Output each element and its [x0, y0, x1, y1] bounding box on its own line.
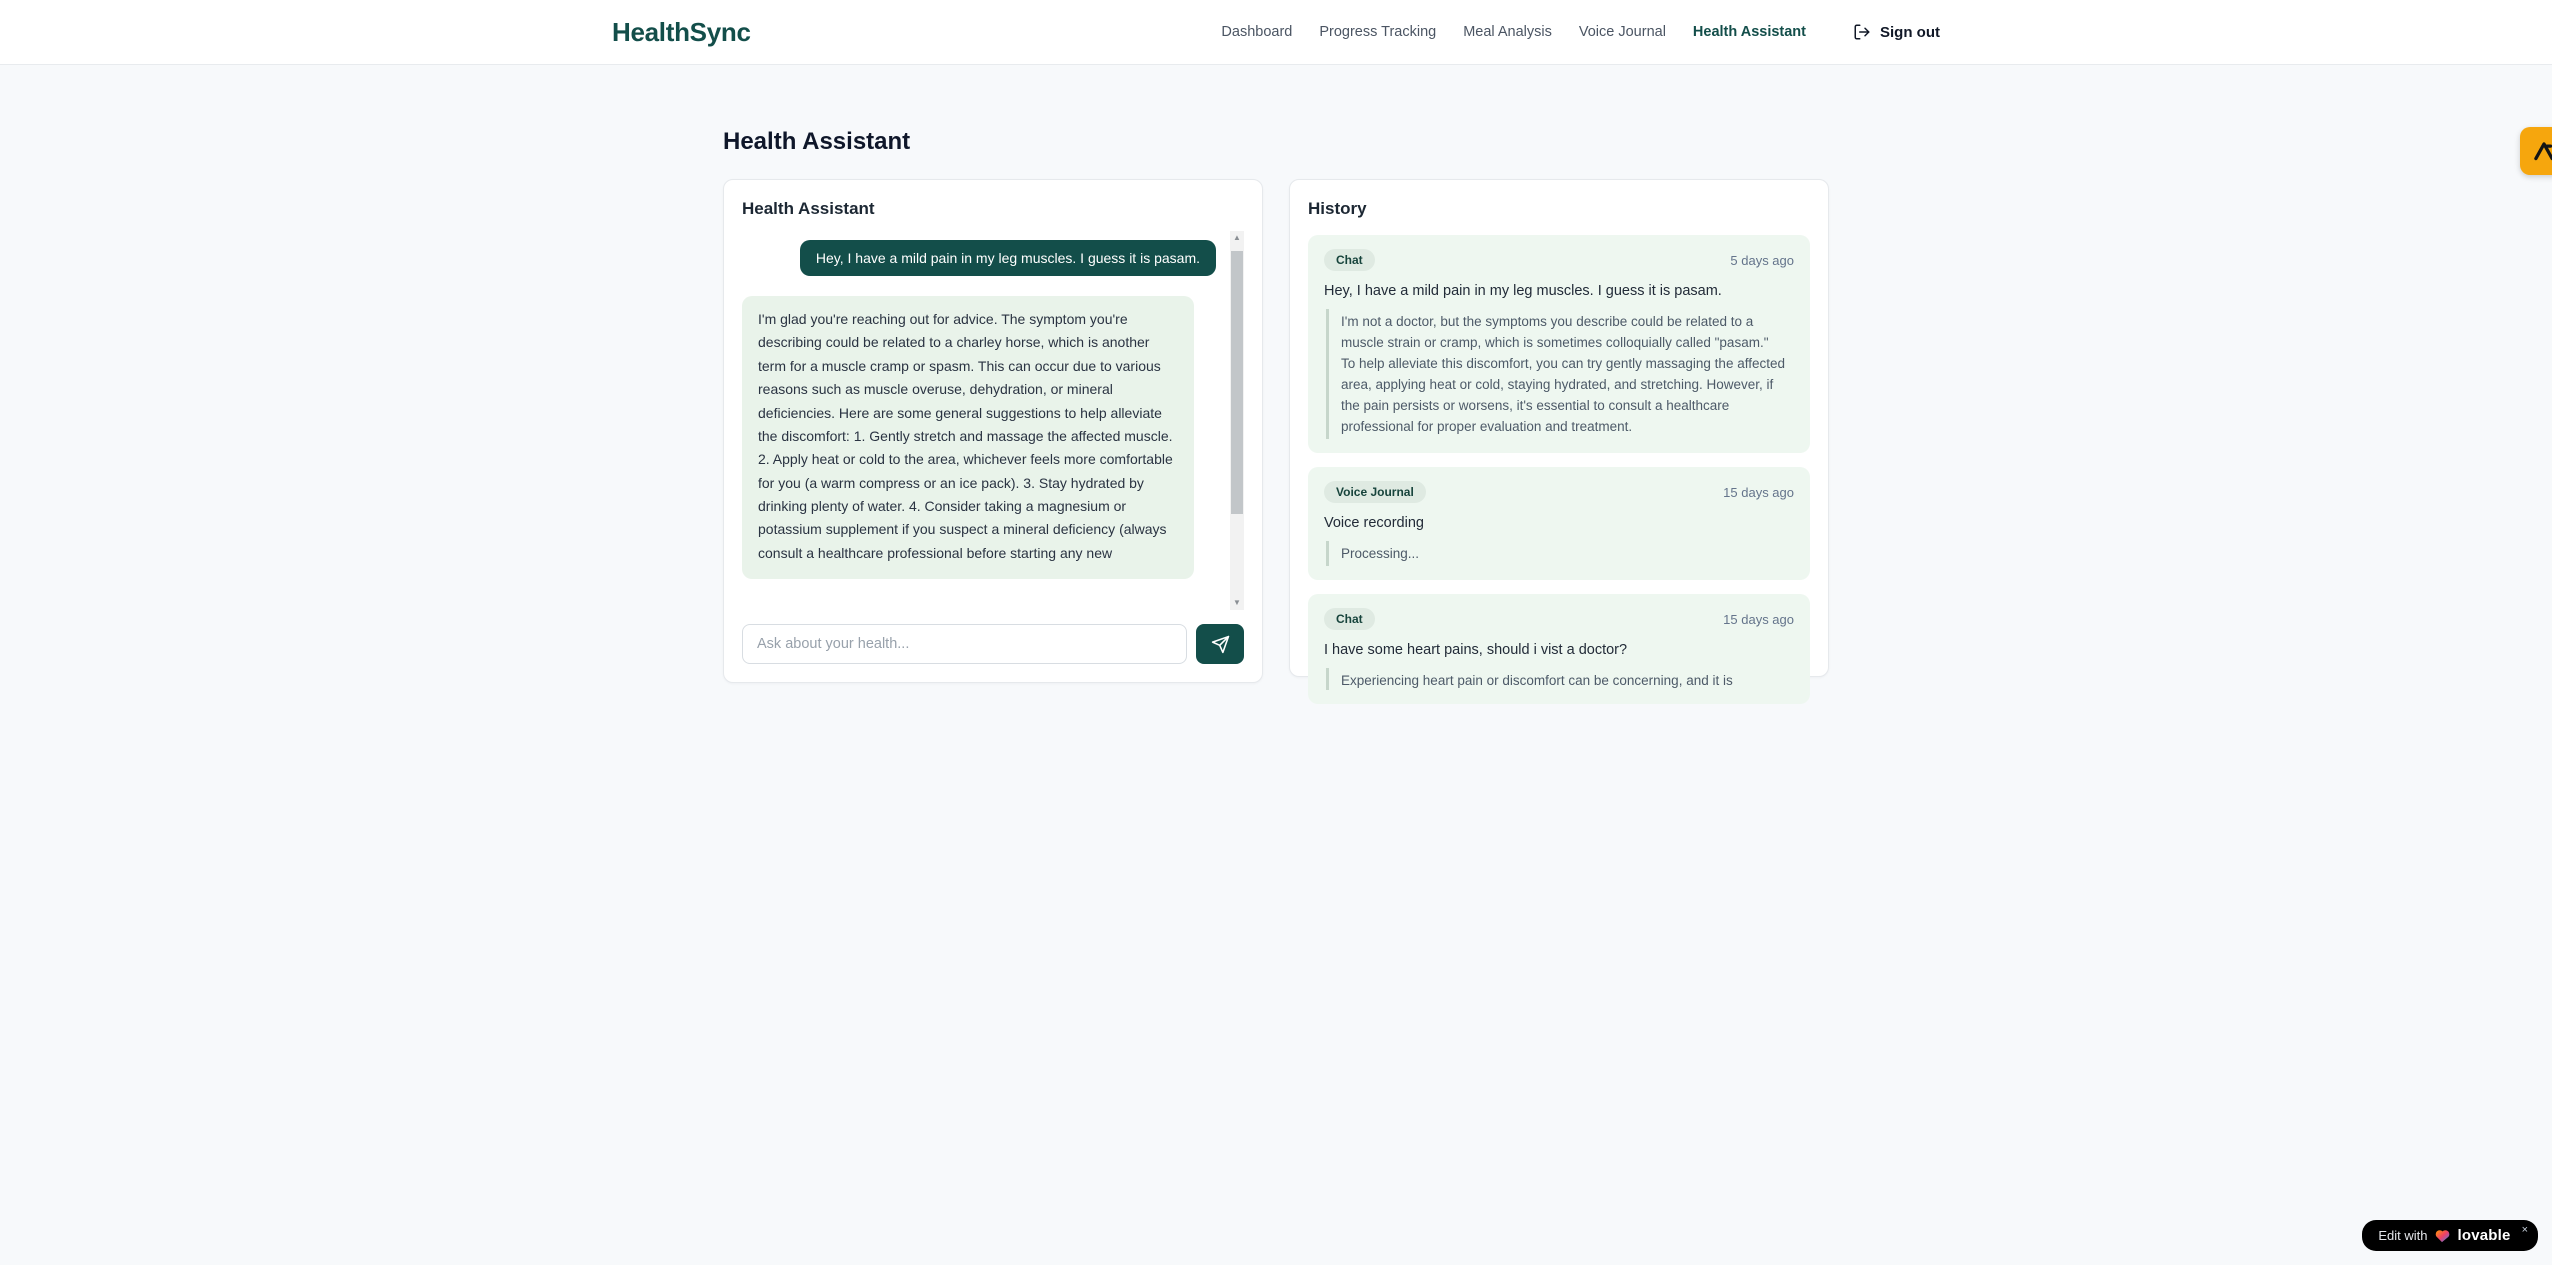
main-content — [723, 65, 1829, 688]
nav-item-health-assistant[interactable]: Health Assistant — [1692, 24, 1806, 40]
entry-type-badge: Voice Journal — [1324, 481, 1426, 503]
nav-item-meal-analysis[interactable]: Meal Analysis — [1463, 24, 1552, 40]
sign-out-button[interactable] — [1853, 23, 1940, 41]
chat-scrollbar-thumb[interactable] — [1231, 251, 1243, 514]
navbar-inner — [600, 0, 1952, 64]
brand-logo: HealthSync — [612, 16, 751, 47]
history-entry-header — [1324, 608, 1794, 630]
chat-input-row — [742, 624, 1244, 664]
edit-with-lovable-badge[interactable] — [2362, 1220, 2538, 1251]
scrollbar-up-arrow-icon[interactable]: ▲ — [1233, 233, 1241, 242]
entry-response-quote: I'm not a doctor, but the symptoms you describe could be related to a muscle strain or cramp, which is sometimes colloquially called "pasam." To help alleviate this discomfort, you can try gently massaging the affected area, applying heat or cold, staying hydrated, and stretching. However, if the pain persists or worsens, it's essential to consult a healthcare professional for proper evaluation and treatment. — [1326, 309, 1794, 439]
edit-badge-prefix: Edit with — [2378, 1228, 2428, 1243]
nav-item-progress-tracking[interactable]: Progress Tracking — [1319, 24, 1437, 40]
history-entry — [1308, 235, 1810, 453]
edit-badge-close-icon[interactable]: × — [2521, 1224, 2528, 1236]
chat-card-title: Health Assistant — [742, 199, 875, 218]
history-entry-header — [1324, 481, 1794, 503]
edit-badge-brand: lovable — [2457, 1227, 2511, 1244]
nav-item-dashboard[interactable]: Dashboard — [1221, 24, 1293, 40]
entry-timestamp: 15 days ago — [1723, 484, 1794, 500]
entry-summary: Hey, I have a mild pain in my leg muscles. I guess it is pasam. — [1324, 283, 1722, 299]
health-assistant-chat-card — [723, 179, 1263, 683]
history-entry-header — [1324, 249, 1794, 271]
scrollbar-down-arrow-icon[interactable]: ▼ — [1233, 598, 1241, 607]
send-button[interactable] — [1196, 624, 1244, 664]
history-card-title: History — [1308, 199, 1367, 218]
entry-timestamp: 15 days ago — [1723, 611, 1794, 627]
entry-response-quote: Experiencing heart pain or discomfort can be concerning, and it is — [1326, 668, 1794, 690]
lovable-side-button[interactable] — [2520, 127, 2552, 175]
entry-summary: Voice recording — [1324, 515, 1424, 531]
main-nav — [1221, 23, 1940, 41]
chat-message-user: Hey, I have a mild pain in my leg muscles. I guess it is pasam. — [800, 240, 1216, 276]
entry-response-quote: Processing... — [1326, 541, 1794, 566]
history-entry — [1308, 467, 1810, 580]
entry-timestamp: 5 days ago — [1730, 252, 1794, 268]
chat-input[interactable] — [742, 624, 1187, 664]
sign-out-icon — [1853, 23, 1871, 41]
gradient-heart-icon — [2434, 1228, 2450, 1243]
history-card — [1289, 179, 1829, 688]
chat-messages-scroll-area[interactable] — [742, 231, 1244, 610]
chat-scrollbar[interactable] — [1230, 231, 1244, 610]
lovable-logo-icon — [2531, 138, 2552, 164]
entry-type-badge: Chat — [1324, 249, 1375, 271]
page-title: Health Assistant — [723, 128, 911, 155]
sign-out-label: Sign out — [1880, 23, 1940, 41]
entry-type-badge: Chat — [1324, 608, 1375, 630]
history-entry — [1308, 594, 1810, 704]
top-navbar — [0, 0, 2552, 65]
entry-summary: I have some heart pains, should i vist a doctor? — [1324, 642, 1628, 658]
paper-plane-icon — [1211, 635, 1230, 654]
content-grid — [723, 179, 1829, 688]
chat-message-assistant: I'm glad you're reaching out for advice. The symptom you're describing could be related to a charley horse, which is another term for a muscle cramp or spasm. This can occur due to various reasons such as muscle overuse, dehydration, or mineral deficiencies. Here are some general suggestions to help alleviate the discomfort: 1. Gently stretch and massage the affected muscle. 2. Apply heat or cold to the area, whichever feels more comfortable for you (a warm compress or an ice pack). 3. Stay hydrated by drinking plenty of water. 4. Consider taking a magnesium or potassium supplement if you suspect a mineral deficiency (always consult a healthcare professional before starting any new — [742, 296, 1194, 579]
nav-item-voice-journal[interactable]: Voice Journal — [1578, 24, 1666, 40]
